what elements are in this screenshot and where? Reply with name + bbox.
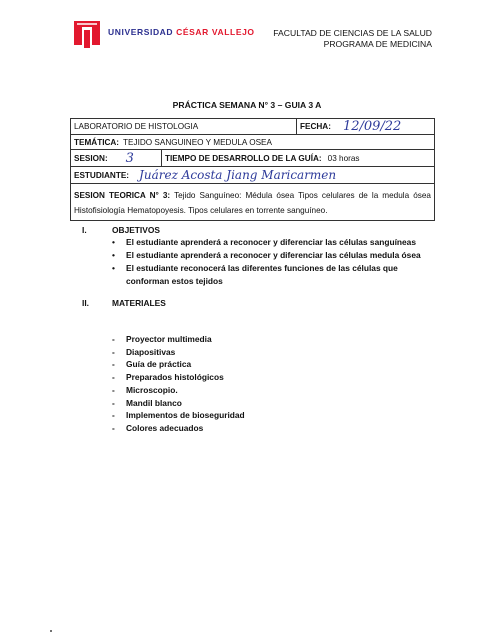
tiempo-cell (161, 150, 434, 166)
list-item: • El estudiante aprenderá a reconocer y diferenciar las células sanguíneas (112, 237, 416, 247)
fecha-value: 12/09/22 (342, 119, 402, 134)
list-item: - Colores adecuados (112, 422, 204, 433)
tiempo-label: TIEMPO DE DESARROLLO DE LA GUÍA: (165, 153, 322, 163)
sesion-label: SESION: (74, 153, 108, 163)
logo-name-2: VALLEJO (211, 27, 255, 37)
sesion-teorica-value: Tejido Sanguíneo: Médula ósea Tipos celulares de la medula ósea Histofisiología Hematopoyesis. Tipos celulares en torrente sanguíneo. (74, 191, 431, 215)
dash-icon: - (112, 422, 115, 433)
materiales-number: II. (82, 298, 89, 308)
tematica-label: TEMÁTICA: (74, 137, 120, 147)
list-item: - Proyector multimedia (112, 334, 212, 344)
row-sesion-teorica (71, 184, 434, 220)
list-item: - Mandil blanco (112, 397, 182, 408)
logo-name-1: CÉSAR (176, 27, 209, 37)
bullet-icon: • (112, 263, 115, 273)
faculty-line-1: FACULTAD DE CIENCIAS DE LA SALUD (273, 28, 432, 38)
row-laboratorio (71, 119, 434, 135)
university-logo-icon (72, 18, 102, 48)
page-speck (50, 630, 52, 632)
list-item: • El estudiante aprenderá a reconocer y diferenciar las células medula ósea (112, 250, 421, 260)
dash-icon: - (112, 372, 115, 383)
dash-icon: - (112, 359, 115, 370)
university-name (108, 27, 255, 37)
document-title: PRÁCTICA SEMANA N° 3 – GUIA 3 A (172, 100, 322, 110)
objetivos-list (112, 236, 432, 288)
fecha-cell (296, 119, 434, 134)
info-table (70, 118, 435, 221)
row-estudiante (71, 167, 434, 184)
bullet-icon: • (112, 237, 115, 247)
list-item: - Microscopio. (112, 384, 178, 395)
dash-icon: - (112, 410, 115, 421)
dash-icon: - (112, 397, 115, 408)
laboratorio-label: LABORATORIO DE HISTOLOGIA (74, 122, 199, 131)
faculty-block (252, 28, 432, 50)
logo-brand: UNIVERSIDAD (108, 27, 174, 37)
list-item: • El estudiante reconocerá las diferentes funciones de las células que conforman estos tejidos (112, 263, 398, 286)
laboratorio-cell (71, 119, 296, 134)
sesion-teorica-label: SESION TEORICA N° 3: (74, 191, 171, 200)
list-item: - Implementos de bioseguridad (112, 410, 245, 421)
dash-icon: - (112, 334, 115, 344)
faculty-line-2: PROGRAMA DE MEDICINA (323, 39, 432, 49)
estudiante-cell (71, 167, 434, 183)
document-header (0, 0, 494, 60)
row-sesion (71, 150, 434, 167)
list-item: - Guía de práctica (112, 359, 192, 370)
list-item: - Preparados histológicos (112, 372, 224, 383)
materiales-list (112, 333, 245, 435)
sesion-value: 3 (125, 150, 134, 166)
sesion-cell (71, 150, 161, 166)
estudiante-value: Juárez Acosta Jiang Maricarmen (139, 168, 337, 182)
fecha-label: FECHA: (300, 122, 331, 131)
list-item: - Diapositivas (112, 346, 176, 357)
tematica-value: TEJIDO SANGUINEO Y MEDULA OSEA (123, 137, 272, 147)
tiempo-value: 03 horas (327, 153, 360, 163)
bullet-icon: • (112, 250, 115, 260)
dash-icon: - (112, 346, 115, 357)
row-tematica (71, 135, 434, 150)
objetivos-heading: OBJETIVOS (112, 225, 160, 235)
estudiante-label: ESTUDIANTE: (74, 170, 130, 180)
objetivos-number: I. (82, 225, 87, 235)
tematica-cell (71, 135, 434, 149)
dash-icon: - (112, 384, 115, 395)
materiales-heading: MATERIALES (112, 298, 166, 308)
